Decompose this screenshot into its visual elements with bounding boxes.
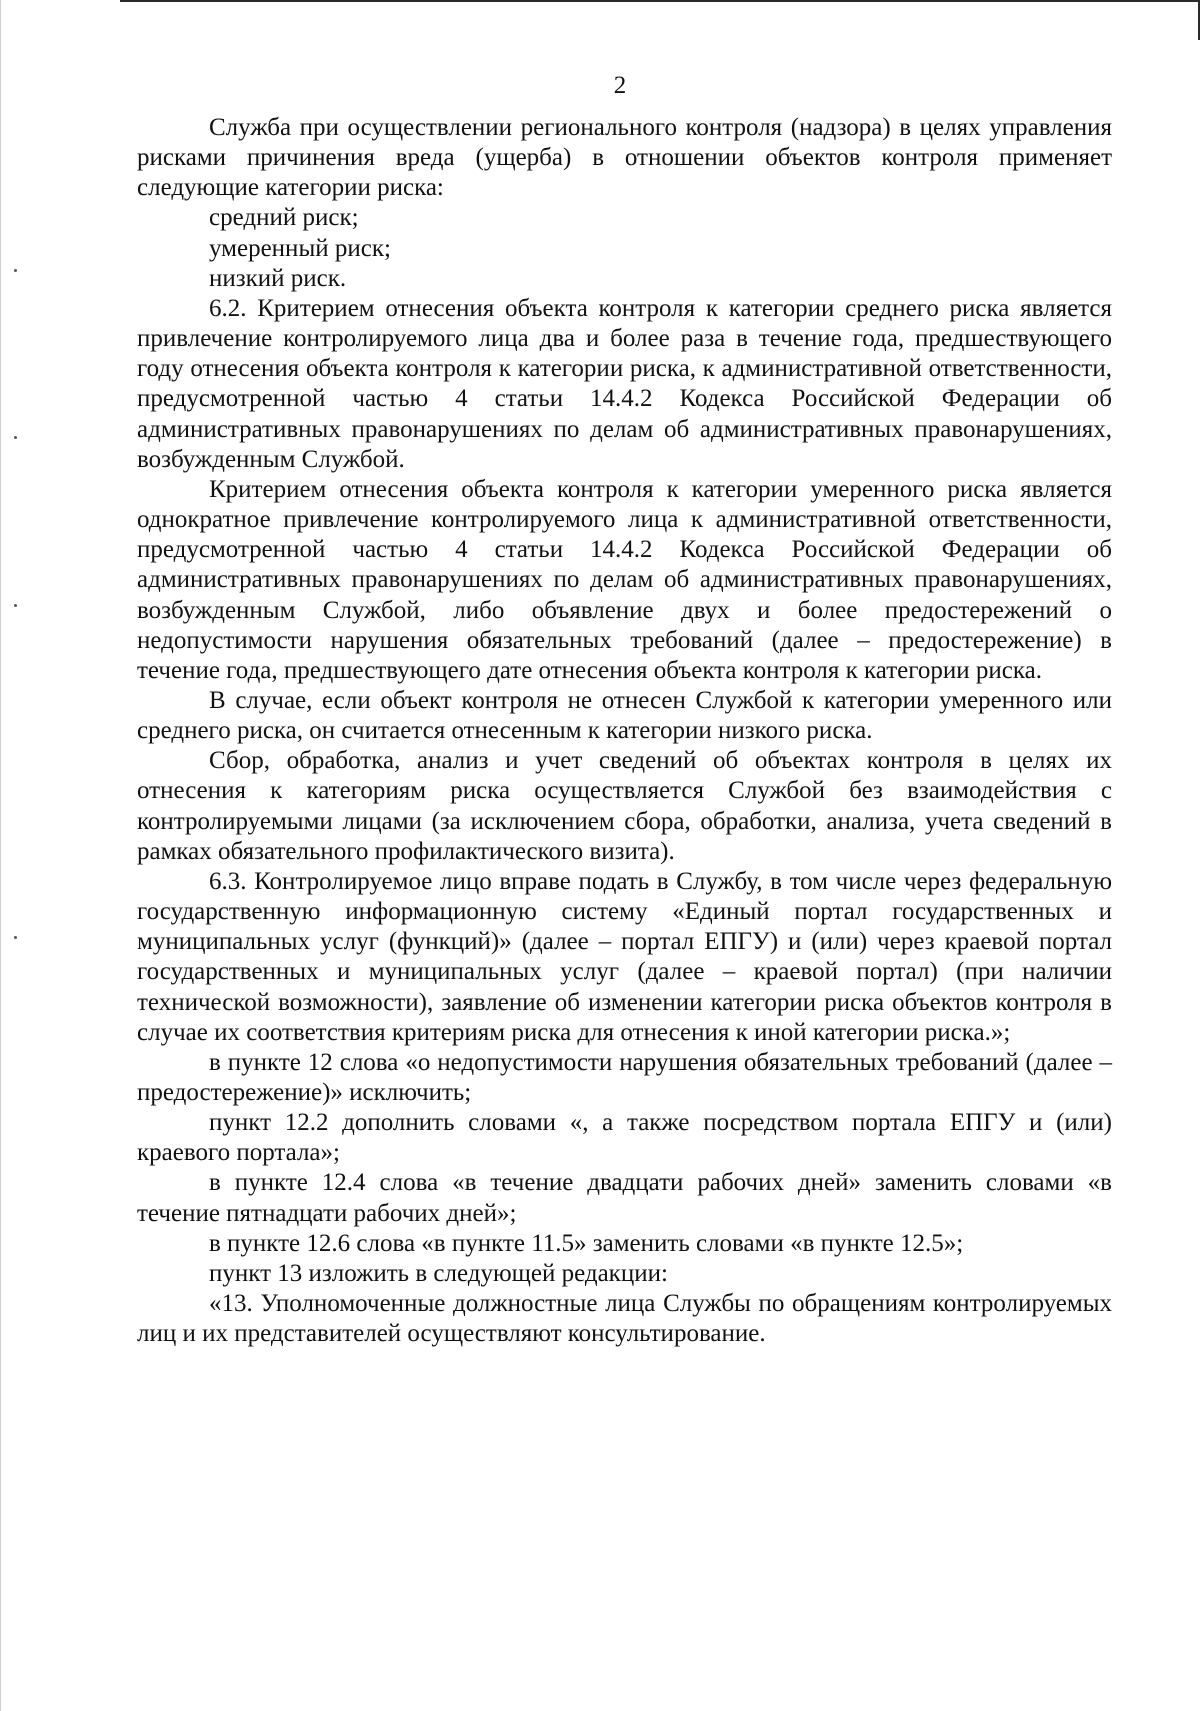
list-item: низкий риск.	[209, 264, 347, 292]
paragraph: Служба при осуществлении регионального контроля (надзора) в целях управления рисками причинения вреда (ущерба) в отношении объектов контроля применяет следующие категории риска:	[137, 114, 1112, 202]
paragraph: Сбор, обработка, анализ и учет сведений об объектах контроля в целях их отнесения к категориям риска осуществляется Службой без взаимодействия с контролируемыми лицами (за исключением сбора, обработки, анализа, учета сведений в рамках обязательного профилактического визита).	[137, 747, 1112, 865]
paragraph: 6.3. Контролируемое лицо вправе подать в Службу, в том числе через федеральную государственную информационную систему «Единый портал государственных и муниципальных услуг (функций)» (далее – портал ЕПГУ) и (или) через краевой портал государственных и муниципальных услуг (далее – краевой портал) (при наличии технической возможности), заявление об изменении категории риска объектов контроля в случае их соответствия критериям риска для отнесения к иной категории риска.»;	[137, 867, 1112, 1046]
scan-edge-left	[0, 0, 1, 1711]
scan-speck	[14, 604, 17, 607]
paragraph: в пункте 12.6 слова «в пункте 11.5» заменить словами «в пункте 12.5»;	[209, 1229, 964, 1257]
document-body	[137, 113, 1112, 1349]
scan-edge-top	[120, 0, 1200, 2]
paragraph: «13. Уполномоченные должностные лица Службы по обращениям контролируемых лиц и их представителей осуществляют консультирование.	[137, 1290, 1112, 1348]
paragraph: пункт 13 изложить в следующей редакции:	[209, 1259, 668, 1287]
scan-speck	[14, 269, 17, 272]
paragraph: Критерием отнесения объекта контроля к категории умеренного риска является однократное привлечение контролируемого лица к административной ответственности, предусмотренной частью 4 статьи 14.4.2 Кодекса Российской Федерации об административных правонарушениях по делам об административных правонарушениях, возбужденным Службой, либо объявление двух и более предостережений о недопустимости нарушения обязательных требований (далее – предостережение) в течение года, предшествующего дате отнесения объекта контроля к категории риска.	[137, 475, 1112, 684]
paragraph: В случае, если объект контроля не отнесен Службой к категории умеренного или среднего риска, он считается отнесенным к категории низкого риска.	[137, 686, 1112, 745]
paragraph: в пункте 12 слова «о недопустимости нарушения обязательных требований (далее – предостережение)» исключить;	[137, 1048, 1112, 1106]
paragraph: в пункте 12.4 слова «в течение двадцати рабочих дней» заменить словами «в течение пятнадцати рабочих дней»;	[137, 1169, 1112, 1227]
paragraph: 6.2. Критерием отнесения объекта контроля к категории среднего риска является привлечение контролируемого лица два и более раза в течение года, предшествующего году отнесения объекта контроля к категории риска, к административной ответственности, предусмотренной частью 4 статьи 14.4.2 Кодекса Российской Федерации об административных правонарушениях по делам об административных правонарушениях, возбужденным Службой.	[137, 294, 1112, 473]
list-item: средний риск;	[209, 204, 359, 232]
paragraph: пункт 12.2 дополнить словами «, а также посредством портала ЕПГУ и (или) краевого портала»;	[137, 1109, 1112, 1167]
page-number: 2	[613, 72, 627, 99]
scan-speck	[14, 436, 17, 439]
list-item: умеренный риск;	[209, 234, 391, 262]
scan-speck	[14, 936, 17, 939]
